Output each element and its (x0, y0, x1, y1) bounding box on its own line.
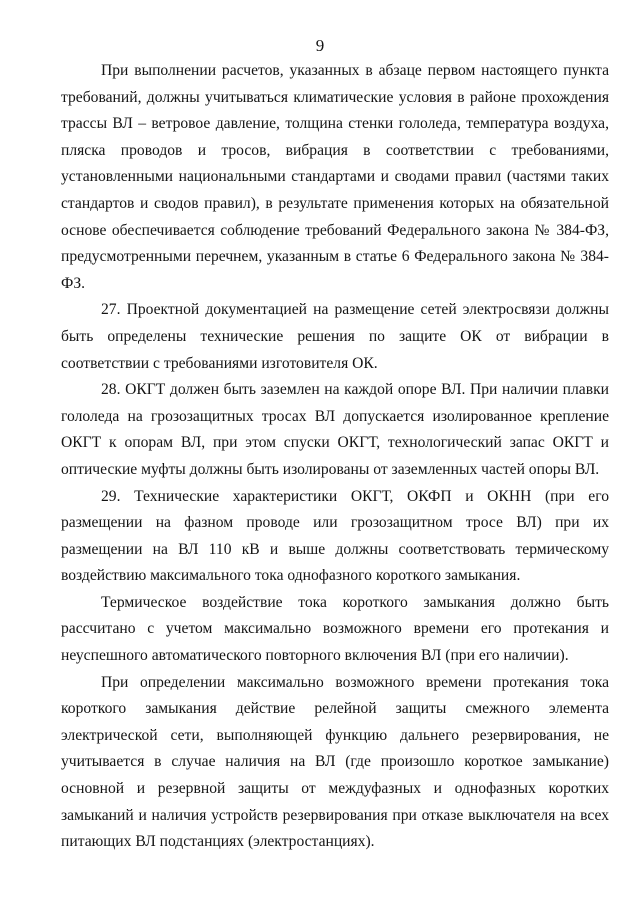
paragraph-28: 28. ОКГТ должен быть заземлен на каждой опоре ВЛ. При наличии плавки гололеда на грозозащитных тросах ВЛ допускается изолированное крепление ОКГТ к опорам ВЛ, при этом спуски ОКГТ, технологический запас ОКГТ и оптические муфты должны быть изолированы от заземленных частей опоры ВЛ. (61, 381, 609, 478)
paragraph-thermal-effect: Термическое воздействие тока короткого замыкания должно быть рассчитано с учетом максимально возможного времени его протекания и неуспешного автоматического повторного включения ВЛ (при его наличии). (61, 593, 609, 665)
paragraph-relay-protection: При определении максимально возможного времени протекания тока короткого замыкания действие релейной защиты смежного элемента электрической сети, выполняющей функцию дальнего резервирования, не учитывается в случае наличия на ВЛ (где произошло короткое замыкание) основной и резервной защиты от междуфазных и однофазных коротких замыканий и наличия устройств резервирования при отказе выключателя на всех питающих ВЛ подстанциях (электростанциях). (61, 673, 609, 851)
document-body (61, 58, 609, 856)
paragraph-29: 29. Технические характеристики ОКГТ, ОКФП и ОКНН (при его размещении на фазном проводе или грозозащитном тросе ВЛ) при их размещении на ВЛ 110 кВ и выше должны соответствовать термическому воздействию максимального тока однофазного короткого замыкания. (61, 487, 609, 585)
paragraph-27: 27. Проектной документацией на размещение сетей электросвязи должны быть определены технические решения по защите ОК от вибрации в соответствии с требованиями изготовителя ОК. (61, 301, 609, 372)
page-number: 9 (315, 36, 325, 55)
paragraph-climate-conditions: При выполнении расчетов, указанных в абзаце первом настоящего пункта требований, должны учитываться климатические условия в районе прохождения трассы ВЛ – ветровое давление, толщина стенки гололеда, температура воздуха, пляска проводов и тросов, вибрация в соответствии с требованиями, установленными национальными стандартами и сводами правил (частями таких стандартов и сводов правил), в результате применения которых на обязательной основе обеспечивается соблюдение требований Федерального закона № 384-ФЗ, предусмотренными перечнем, указанным в статье 6 Федерального закона № 384-ФЗ. (61, 62, 609, 292)
